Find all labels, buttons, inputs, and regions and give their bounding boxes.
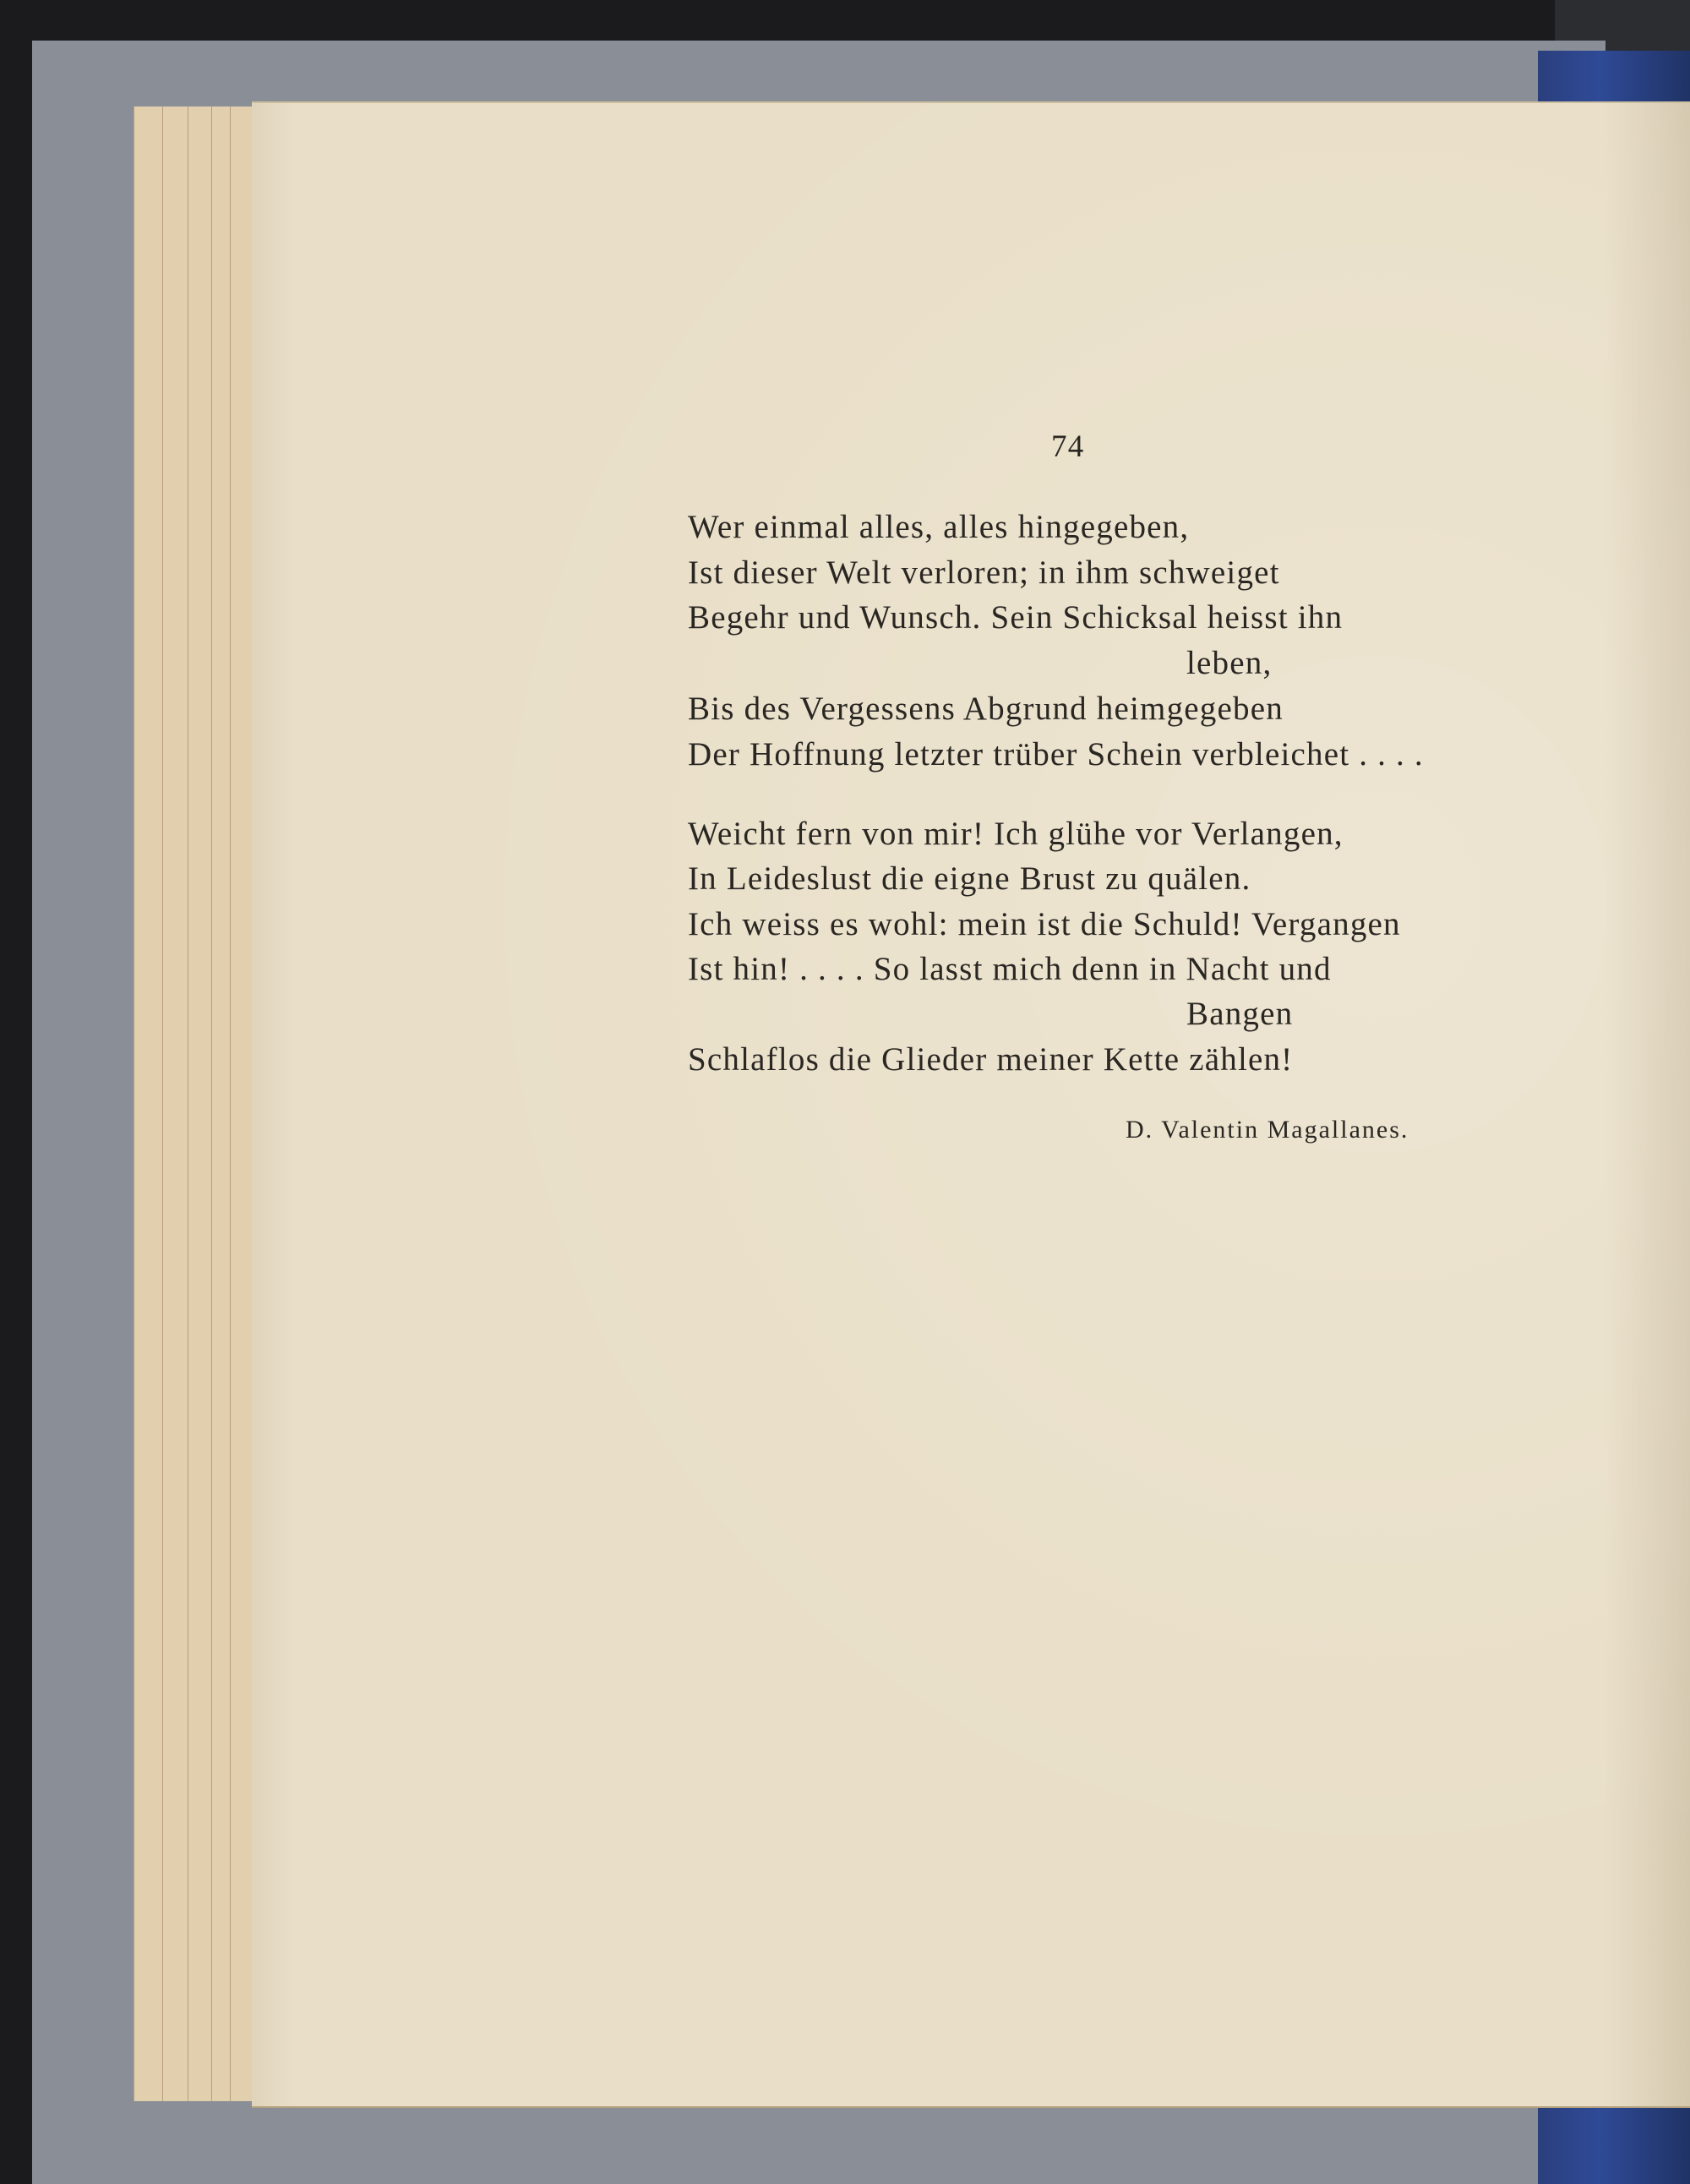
poem-line: Der Hoffnung letzter trüber Schein verbleichet . . . . <box>688 736 1424 773</box>
poem-line: Ist dieser Welt verloren; in ihm schweiget <box>688 554 1280 591</box>
author-signature: D. Valentin Magallanes. <box>1126 1116 1409 1144</box>
poem-line: Ist hin! . . . . So lasst mich denn in Nacht und <box>688 951 1332 987</box>
page-number: 74 <box>1051 429 1085 464</box>
poem-line: In Leideslust die eigne Brust zu quälen. <box>688 860 1251 897</box>
poem-line: Bis des Vergessens Abgrund heimgegeben <box>688 691 1284 727</box>
poem-line: Wer einmal alles, alles hingegeben, <box>688 509 1190 545</box>
poem-line: Ich weiss es wohl: mein ist die Schuld! Vergangen <box>688 906 1401 942</box>
book-page <box>252 101 1690 2108</box>
poem-line: Weicht fern von mir! Ich glühe vor Verlangen, <box>688 816 1344 852</box>
poem-line-continuation: Bangen <box>1186 996 1294 1032</box>
poem-line: Begehr und Wunsch. Sein Schicksal heisst ihn <box>688 599 1344 636</box>
poem-line-continuation: leben, <box>1186 645 1273 681</box>
poem-line: Schlaflos die Glieder meiner Kette zählen! <box>688 1041 1294 1078</box>
